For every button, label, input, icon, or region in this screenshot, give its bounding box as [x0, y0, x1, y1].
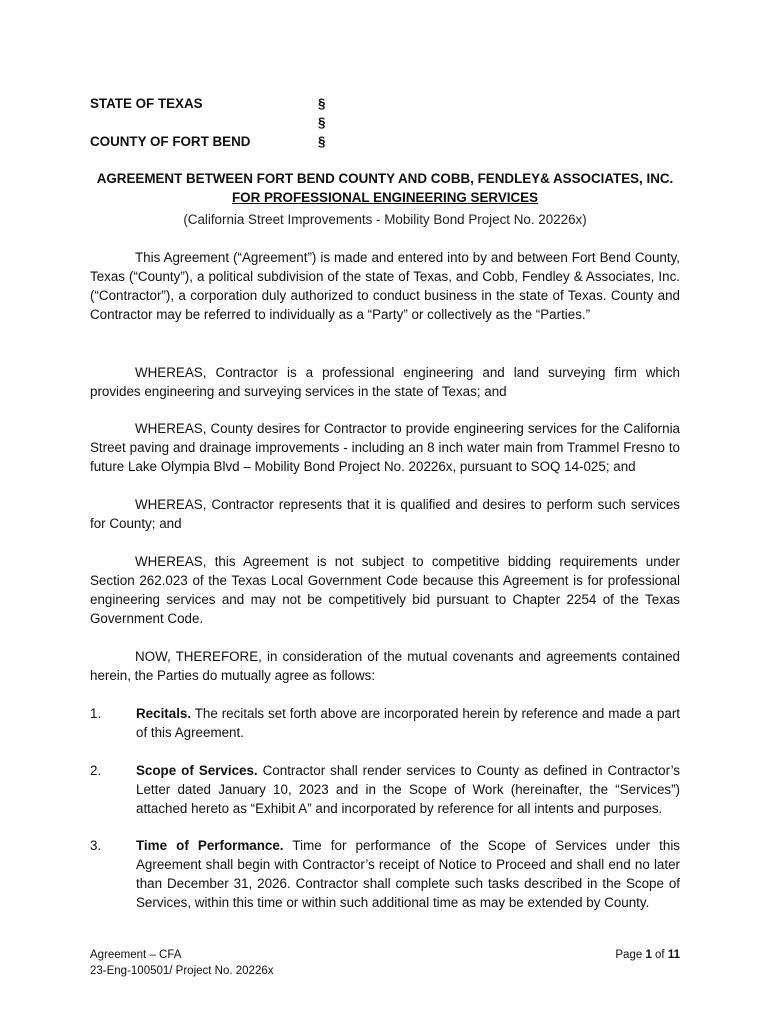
section-body [136, 761, 680, 818]
agreement-title: AGREEMENT BETWEEN FORT BEND COUNTY AND COBB, FENDLEY& ASSOCIATES, INC. [96, 171, 674, 186]
whereas-paragraph-3: WHEREAS, Contractor represents that it is qualified and desires to perform such services for County; and [90, 497, 680, 531]
whereas-paragraph-4: WHEREAS, this Agreement is not subject to competitive bidding requirements under Section 262.023 of the Texas Local Government Code because this Agreement is for professional engineering services and may not be competitively bid pursuant to Chapter 2254 of the Texas Government Code. [90, 554, 680, 626]
caption-state-row [90, 94, 350, 113]
section-heading: Scope of Services. [136, 763, 258, 778]
state-label: STATE OF TEXAS [90, 96, 203, 111]
footer-agreement-label: Agreement – CFA [90, 949, 182, 961]
section-symbol: § [318, 96, 326, 111]
intro-paragraph: This Agreement (“Agreement”) is made and entered into by and between Fort Bend County, Texas (“County”), a political subdivision of the state of Texas, and Cobb, Fendley & Associates, Inc. (“Contractor”), a corporation duly authorized to conduct business in the state of Texas. County and Contractor may be referred to individually as a “Party” or collectively as the “Parties.” [90, 250, 680, 322]
caption-county-row [90, 132, 350, 151]
agreement-subtitle: FOR PROFESSIONAL ENGINEERING SERVICES [231, 190, 539, 205]
page-total: 11 [667, 949, 680, 961]
page-prefix: Page [615, 949, 646, 961]
page-number [615, 947, 680, 963]
section-number: 1. [90, 706, 102, 721]
county-label: COUNTY OF FORT BEND [90, 134, 251, 149]
section-body [136, 704, 680, 742]
caption-spacer-row [90, 113, 350, 132]
whereas-paragraph-1: WHEREAS, Contractor is a professional engineering and land surveying firm which provides engineering and surveying services in the state of Texas; and [90, 365, 680, 399]
section-text: Time for performance of the Scope of Services under this Agreement shall begin with Contractor’s receipt of Notice to Proceed and shall end no later than December 31, 2026. Contractor shall complete such tasks described in the Scope of Services, within this time or within such additional time as may be extended by County. [136, 838, 680, 910]
section-heading: Recitals. [136, 706, 192, 721]
section-heading: Time of Performance. [136, 838, 284, 853]
section-symbol: § [318, 134, 326, 149]
section-body [136, 836, 680, 912]
section-symbol: § [318, 115, 326, 130]
section-number: 3. [90, 838, 102, 853]
section-number: 2. [90, 763, 102, 778]
project-reference: (California Street Improvements - Mobility Bond Project No. 20226x) [183, 212, 587, 227]
section-text: Contractor shall render services to County as defined in Contractor’s Letter dated January 10, 2023 and in the Scope of Work (hereinafter, the “Services”) attached hereto as “Exhibit A” and incorporated by reference for all intents and purposes. [136, 763, 680, 816]
footer-project-code: 23-Eng-100501/ Project No. 20226x [90, 965, 274, 977]
whereas-paragraph-2: WHEREAS, County desires for Contractor to provide engineering services for the California Street paving and drainage improvements - including an 8 inch water main from Trammel Fresno to future Lake Olympia Blvd – Mobility Bond Project No. 20226x, pursuant to SOQ 14-025; and [90, 421, 680, 474]
section-text: The recitals set forth above are incorporated herein by reference and made a part of this Agreement. [136, 706, 680, 740]
now-therefore-paragraph: NOW, THEREFORE, in consideration of the mutual covenants and agreements contained herein, the Parties do mutually agree as follows: [90, 649, 680, 683]
page-of: of [651, 949, 668, 961]
page-current: 1 [645, 949, 652, 961]
